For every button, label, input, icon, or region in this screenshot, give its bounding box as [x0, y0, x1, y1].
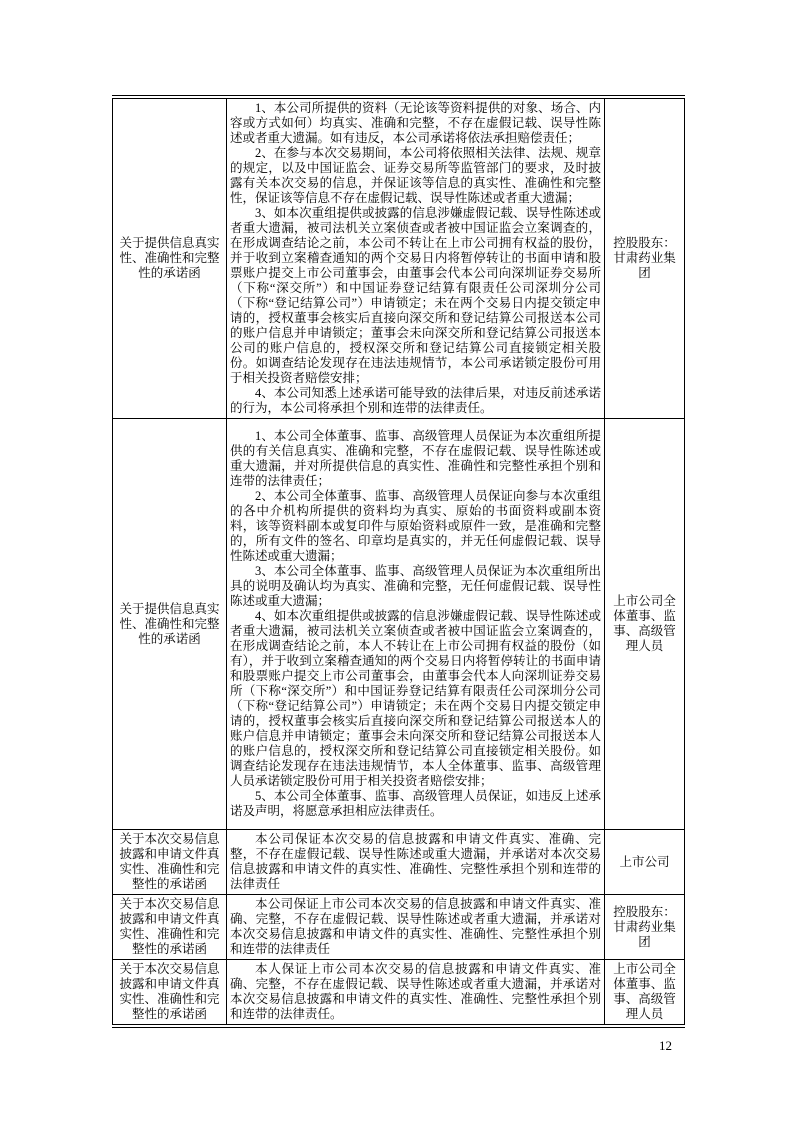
commitment-paragraph: 4、如本次重组提供或披露的信息涉嫌虚假记载、误导性陈述或者重大遗漏，被司法机关立案侦查或者被中国证监会立案调查的，在形成调查结论之前，本人不转让在上市公司拥有权益的股份（如有），并于收到立案稽查通知的两个交易日内将暂停转让的书面申请和股票账户提交上市公司董事会，由董事会代本人向深圳证券交易所（下称“深交所”）和中国证券登记结算有限责任公司深圳分公司（下称“登记结算公司”）申请锁定；未在两个交易日内提交锁定申请的，授权董事会核实后直接向深交所和登记结算公司报送本人的账户信息并申请锁定；董事会未向深交所和登记结算公司报送本人的账户信息的，授权深交所和登记结算公司直接锁定相关股份。如调查结论发现存在违法违规情节，本人全体董事、监事、高级管理人员承诺锁定股份可用于相关投资者赔偿安排；: [230, 609, 601, 788]
commitment-party-4: 控股股东：甘肃药业集团: [605, 895, 685, 960]
commitment-label-4: 关于本次交易信息披露和申请文件真实性、准确性和完整性的承诺函: [113, 895, 227, 960]
commitment-paragraph: 2、在参与本次交易期间，本公司将依照相关法律、法规、规章的规定，以及中国证监会、证券交易所等监管部门的要求，及时披露有关本次交易的信息，并保证该等信息的真实性、准确性和完整性，保证该等信息不存在虚假记载、误导性陈述或者重大遗漏；: [230, 146, 601, 205]
commitment-paragraph: 3、本公司全体董事、监事、高级管理人员保证为本次重组所出具的说明及确认均为真实、准确和完整，无任何虚假记载、误导性陈述或重大遗漏；: [230, 564, 601, 608]
table-row: [113, 960, 685, 1027]
commitment-label-3: 关于本次交易信息披露和申请文件真实性、准确性和完整性的承诺函: [113, 830, 227, 895]
commitment-paragraph: 2、本公司全体董事、监事、高级管理人员保证向参与本次重组的各中介机构所提供的资料均为真实、原始的书面资料或副本资料，该等资料副本或复印件与原始资料或原件一致，是准确和完整的，所有文件的签名、印章均是真实的，并无任何虚假记载、误导性陈述或重大遗漏；: [230, 489, 601, 563]
table-row: [113, 97, 685, 419]
commitment-label-2: 关于提供信息真实性、准确性和完整性的承诺函: [113, 419, 227, 830]
table-row: [113, 419, 685, 830]
commitment-paragraph: 5、本公司全体董事、监事、高级管理人员保证，如违反上述承诺及声明，将愿意承担相应法律责任。: [230, 789, 601, 818]
commitment-paragraph: 本人保证上市公司本次交易的信息披露和申请文件真实、准确、完整，不存在虚假记载、误导性陈述或者重大遗漏，并承诺对本次交易信息披露和申请文件的真实性、准确性、完整性承担个别和连带的法律责任。: [230, 962, 601, 1021]
commitment-label-5: 关于本次交易信息披露和申请文件真实性、准确性和完整性的承诺函: [113, 960, 227, 1027]
page-number: 12: [659, 1038, 672, 1053]
commitment-paragraph: 3、如本次重组提供或披露的信息涉嫌虚假记载、误导性陈述或者重大遗漏，被司法机关立案侦查或者被中国证监会立案调查的，在形成调查结论之前，本公司不转让在上市公司拥有权益的股份，并于收到立案稽查通知的两个交易日内将暂停转让的书面申请和股票账户提交上市公司董事会，由董事会代本公司向深圳证券交易所（下称“深交所”）和中国证券登记结算有限责任公司深圳分公司（下称“登记结算公司”）申请锁定；未在两个交易日内提交锁定申请的，授权董事会核实后直接向深交所和登记结算公司报送本公司的账户信息并申请锁定；董事会未向深交所和登记结算公司报送本公司的账户信息的，授权深交所和登记结算公司直接锁定相关股份。如调查结论发现存在违法违规情节，本公司承诺锁定股份可用于相关投资者赔偿安排；: [230, 206, 601, 385]
commitment-text-1: [227, 97, 605, 419]
commitment-paragraph: 4、本公司知悉上述承诺可能导致的法律后果，对违反前述承诺的行为，本公司将承担个别和连带的法律责任。: [230, 386, 601, 415]
commitment-party-2: 上市公司全体董事、监事、高级管理人员: [605, 419, 685, 830]
table-row: [113, 895, 685, 960]
commitment-paragraph: 1、本公司全体董事、监事、高级管理人员保证为本次重组所提供的有关信息真实、准确和完整，不存在虚假记载、误导性陈述或重大遗漏，并对所提供信息的真实性、准确性和完整性承担个别和连带的法律责任；: [230, 429, 601, 488]
commitment-text-5: [227, 960, 605, 1027]
commitment-label-1: 关于提供信息真实性、准确性和完整性的承诺函: [113, 97, 227, 419]
commitment-text-4: [227, 895, 605, 960]
commitments-table: [112, 95, 685, 1028]
commitment-party-3: 上市公司: [605, 830, 685, 895]
commitment-text-3: [227, 830, 605, 895]
table-row: [113, 830, 685, 895]
commitment-party-1: 控股股东：甘肃药业集团: [605, 97, 685, 419]
commitment-party-5: 上市公司全体董事、监事、高级管理人员: [605, 960, 685, 1027]
commitment-paragraph: 本公司保证上市公司本次交易的信息披露和申请文件真实、准确、完整，不存在虚假记载、误导性陈述或者重大遗漏，并承诺对本次交易信息披露和申请文件的真实性、准确性、完整性承担个别和连带的法律责任: [230, 897, 601, 956]
commitment-paragraph: 本公司保证本次交易的信息披露和申请文件真实、准确、完整，不存在虚假记载、误导性陈述或重大遗漏，并承诺对本次交易信息披露和申请文件的真实性、准确性、完整性承担个别和连带的法律责任: [230, 832, 601, 891]
commitment-paragraph: 1、本公司所提供的资料（无论该等资料提供的对象、场合、内容或方式如何）均真实、准确和完整，不存在虚假记载、误导性陈述或者重大遗漏。如有违反，本公司承诺将依法承担赔偿责任；: [230, 101, 601, 145]
commitment-text-2: [227, 419, 605, 830]
